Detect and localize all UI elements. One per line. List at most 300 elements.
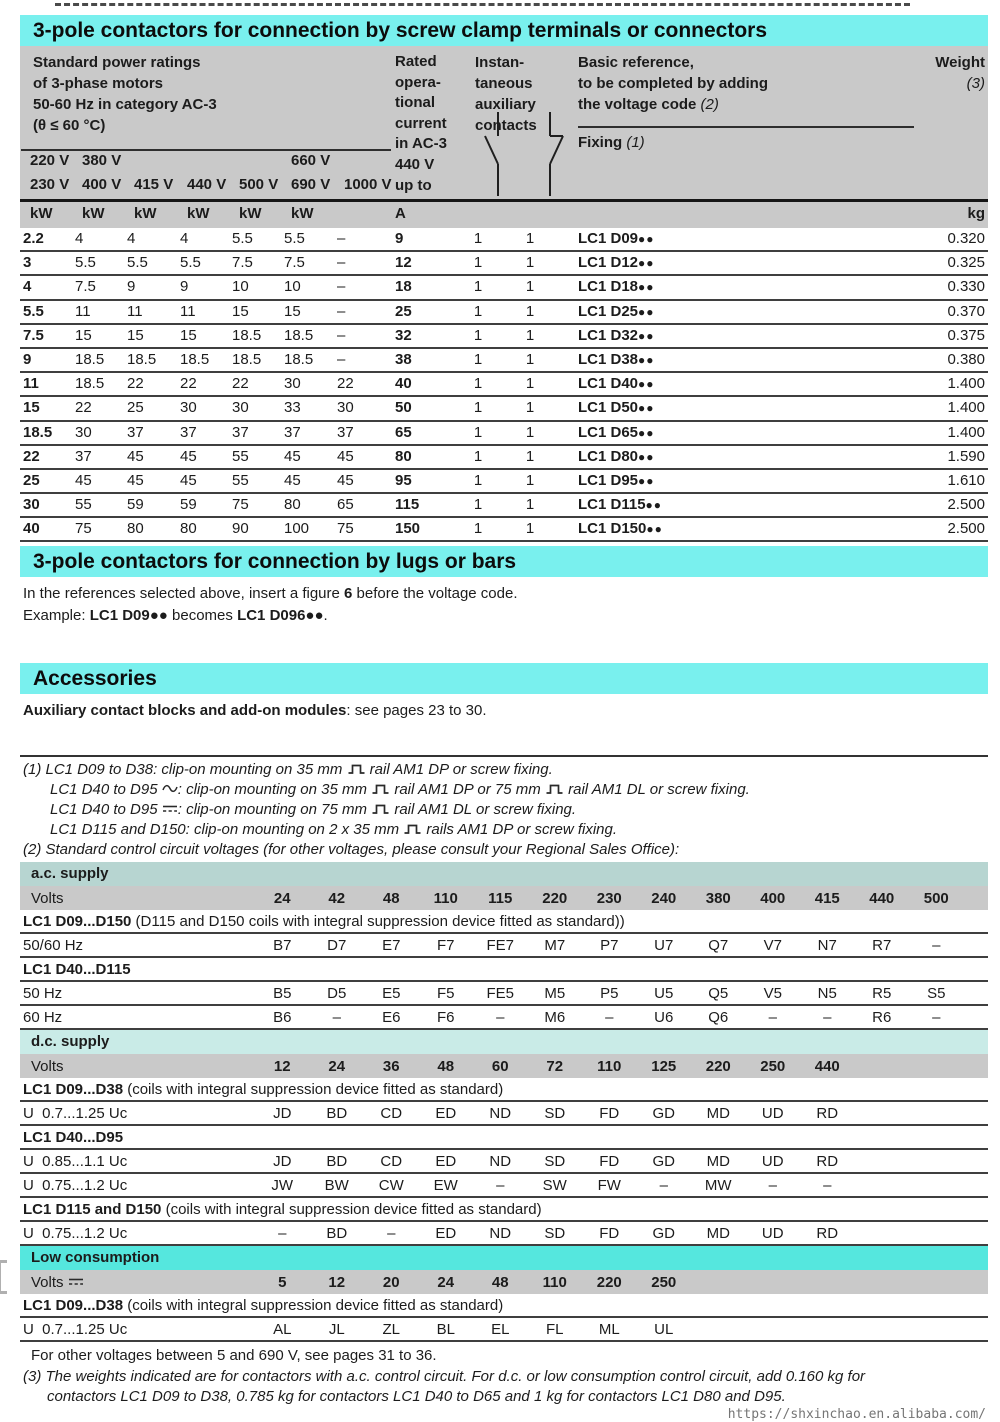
text: Example: — [23, 607, 90, 625]
kw-value: 22 — [127, 375, 144, 393]
volts-value: 48 — [382, 889, 400, 907]
basic-reference-line: to be completed by adding — [578, 75, 769, 92]
rated-current-value: 25 — [395, 302, 412, 320]
voltage-code: ED — [435, 1105, 457, 1123]
table-row — [20, 301, 988, 325]
voltage-code: JL — [328, 1321, 345, 1339]
volts-value: 24 — [273, 889, 291, 907]
kw-value: 45 — [127, 471, 144, 489]
voltage-code: – — [659, 1177, 668, 1195]
code-row-label: U 0.7...1.25 Uc — [23, 1321, 128, 1339]
kw-value: 11 — [23, 375, 39, 393]
voltage-code: AL — [273, 1321, 292, 1339]
range-header-row — [20, 958, 988, 982]
kw-value: 10 — [284, 278, 301, 296]
voltage-code: Q5 — [708, 985, 729, 1003]
range-header-row — [20, 1294, 988, 1318]
volts-value: 440 — [869, 889, 895, 907]
units-row — [20, 205, 988, 222]
kw-value: 55 — [232, 447, 249, 465]
voltage-code: – — [823, 1009, 832, 1027]
volts-row — [20, 1270, 988, 1294]
kw-value: 37 — [75, 447, 92, 465]
text-line: current — [395, 114, 447, 132]
volts-label: Volts — [31, 1057, 64, 1075]
range-name: LC1 D09...D150 — [23, 913, 132, 931]
table-row — [20, 276, 988, 300]
kw-value: 75 — [337, 520, 354, 538]
volts-value: 250 — [651, 1273, 677, 1291]
weight-value: 0.320 — [947, 230, 985, 247]
kw-value: 22 — [232, 375, 249, 393]
basic-reference-line: Basic reference, — [578, 54, 694, 71]
aux-nc-count: 1 — [525, 375, 535, 393]
symbol — [162, 801, 178, 818]
voltage-code: M6 — [544, 1009, 566, 1027]
voltage-code-dots: ●● — [638, 425, 655, 440]
range-header-row — [20, 1078, 988, 1102]
voltage-code: SW — [542, 1177, 567, 1195]
table-row — [20, 397, 988, 421]
text: (2) Standard control circuit voltages (for other voltages, please consult your Regional Sales Office): — [23, 841, 680, 859]
kw-value: 15 — [180, 326, 197, 344]
volts-row — [20, 886, 988, 910]
symbol — [68, 1274, 84, 1291]
volts-value: 24 — [437, 1273, 455, 1291]
volts-value: 415 — [814, 889, 840, 907]
voltage-code-dots: ●● — [638, 377, 655, 392]
reference-text: LC1 D115 — [578, 496, 646, 514]
kw-value: 15 — [23, 399, 40, 417]
text-line: Standard power ratings — [33, 54, 201, 71]
footnote-line — [23, 760, 988, 780]
voltage-code: V7 — [763, 937, 782, 955]
kw-value: 80 — [180, 520, 197, 538]
voltage-label: 660 V — [291, 152, 331, 169]
reference-text: LC1 D09 — [578, 230, 639, 247]
volts-value: 20 — [382, 1273, 400, 1291]
spacer — [556, 301, 578, 324]
text: (1) LC1 D09 to D38: clip-on mounting on 35 mm — [23, 761, 347, 779]
aux-no-count: 1 — [473, 496, 483, 514]
volts-label: Volts — [31, 889, 64, 907]
text-line: (3) The weights indicated are for contactors with a.c. control circuit. For d.c. or low consumption control circuit, add 0.160 kg for — [23, 1368, 866, 1386]
footnote-line — [23, 800, 988, 820]
voltage-code: MD — [706, 1153, 730, 1171]
other-voltages-note: For other voltages between 5 and 690 V, see pages 31 to 36. — [31, 1347, 437, 1365]
text: : see pages 23 to 30. — [346, 702, 487, 720]
din-rail-icon — [545, 783, 564, 795]
lugs-instruction-line — [23, 583, 988, 605]
rated-current-value: 95 — [395, 471, 412, 489]
kw-value: 30 — [23, 496, 40, 514]
basic-reference-header — [578, 52, 768, 115]
section-title: 3-pole contactors for connection by screw clamp terminals or connectors — [33, 19, 768, 42]
kw-value: 10 — [232, 278, 249, 296]
voltage-code: ZL — [382, 1321, 400, 1339]
rated-current-header — [395, 52, 447, 196]
supply-band-dc — [20, 1030, 988, 1054]
spacer — [556, 494, 578, 517]
table-row — [20, 252, 988, 276]
kw-value: 22 — [337, 375, 354, 393]
weight-value: 1.400 — [947, 399, 985, 417]
reference-text: LC1 D95 — [578, 471, 639, 489]
text: In the references selected above, insert a figure — [23, 585, 345, 603]
rated-current-value: 9 — [395, 230, 404, 247]
rated-current-value: 12 — [395, 254, 412, 272]
voltage-code: ND — [489, 1153, 512, 1171]
dc-supply-icon — [162, 803, 178, 814]
voltage-code: SD — [544, 1105, 566, 1123]
voltage-code: F5 — [436, 985, 455, 1003]
kw-value: 4 — [23, 278, 32, 296]
volts-value: 5 — [278, 1273, 287, 1291]
aux-nc-count: 1 — [525, 399, 535, 417]
aux-no-count: 1 — [473, 375, 483, 393]
kw-value: 18.5 — [232, 350, 262, 368]
watermark-url: https://shxinchao.en.alibaba.com/ — [727, 1407, 986, 1422]
volts-value: 48 — [437, 1057, 455, 1075]
spacer — [556, 373, 578, 396]
text-line: of 3-phase motors — [33, 75, 164, 92]
basic-reference-line — [578, 94, 768, 115]
voltage-label: 440 V — [187, 176, 227, 193]
text-line: auxiliary — [475, 96, 536, 113]
volts-value: 110 — [597, 1057, 622, 1075]
volts-value: 220 — [705, 1057, 731, 1075]
kw-value: 4 — [75, 230, 84, 247]
kw-value: 22 — [75, 399, 92, 417]
kw-value: 25 — [127, 399, 144, 417]
din-rail-icon — [347, 763, 366, 775]
range-note: (coils with integral suppression device fitted as standard) — [123, 1081, 504, 1099]
weight-label: Weight — [935, 54, 985, 71]
weight-value: 0.330 — [947, 278, 985, 296]
kw-value: 75 — [232, 496, 249, 514]
text-line: 50-60 Hz in category AC-3 — [33, 96, 217, 113]
kw-value: 4 — [180, 230, 189, 247]
text-line: opera- — [395, 73, 441, 91]
kw-value: 5.5 — [127, 254, 148, 272]
kw-value: 7.5 — [284, 254, 305, 272]
voltage-code: MD — [706, 1225, 730, 1243]
aux-no-count: 1 — [473, 520, 483, 538]
table-row — [20, 494, 988, 518]
kw-value: 37 — [337, 423, 354, 441]
voltage-code: JW — [271, 1177, 294, 1195]
kw-value: 30 — [337, 399, 354, 417]
rated-current-value: 115 — [395, 496, 420, 514]
voltage-code: R7 — [872, 937, 892, 955]
kw-value: 45 — [75, 471, 92, 489]
kw-value: 59 — [127, 496, 144, 514]
volts-value: 110 — [433, 889, 458, 907]
voltage-code: BD — [326, 1153, 348, 1171]
unit-ampere: A — [395, 205, 406, 222]
kw-value: 9 — [180, 278, 189, 296]
kw-value: 18.5 — [284, 326, 314, 344]
text: before the voltage code. — [352, 585, 518, 603]
voltage-code: UD — [761, 1105, 784, 1123]
table-row — [20, 325, 988, 349]
voltage-code: BD — [326, 1105, 348, 1123]
table-row — [20, 373, 988, 397]
reference-code — [578, 276, 878, 299]
rated-current-value: 40 — [395, 375, 412, 393]
voltage-code: UD — [761, 1225, 784, 1243]
voltage-code-dots: ●● — [638, 256, 655, 271]
table-row — [20, 349, 988, 373]
voltage-label: 400 V — [82, 176, 122, 193]
kw-value: 11 — [180, 302, 196, 320]
voltage-code: – — [387, 1225, 396, 1243]
code-row — [20, 1006, 988, 1030]
bold-text: 6 — [344, 585, 353, 603]
range-name: LC1 D40...D115 — [23, 961, 131, 979]
volts-label: Volts — [23, 1271, 255, 1294]
voltage-code: B5 — [273, 985, 292, 1003]
page-content — [20, 15, 988, 1422]
kw-value: 75 — [75, 520, 92, 538]
text: rail AM1 DL or screw fixing. — [563, 781, 750, 799]
aux-no-count: 1 — [473, 399, 483, 417]
rated-current-value: 50 — [395, 399, 412, 417]
voltage-code: RD — [816, 1225, 839, 1243]
voltage-code-dots: ●● — [638, 280, 655, 295]
text: becomes — [167, 607, 238, 625]
kw-value: 11 — [127, 302, 143, 320]
voltage-code: R6 — [872, 1009, 892, 1027]
voltage-label: 1000 V — [344, 176, 392, 193]
volts-value: 36 — [382, 1057, 400, 1075]
volts-value: 115 — [488, 889, 513, 907]
ratings-table-body — [20, 228, 988, 542]
text-line: contactors LC1 D09 to D38, 0.785 kg for contactors LC1 D40 to D65 and 1 kg for contactors LC1 D80 and D95. — [47, 1388, 786, 1406]
voltage-code: Q7 — [708, 937, 729, 955]
text: . — [323, 607, 328, 625]
bold-text: Auxiliary contact blocks and add-on modules — [23, 702, 347, 720]
kw-value: 15 — [284, 302, 301, 320]
voltage-code: GD — [652, 1153, 675, 1171]
aux-nc-count: 1 — [525, 350, 535, 368]
voltage-label: 220 V — [30, 152, 70, 169]
symbol — [545, 781, 564, 798]
aux-no-count: 1 — [473, 350, 483, 368]
text: LC1 D115 and D150: clip-on mounting on 2 x 35 mm — [50, 821, 404, 839]
kw-value: 18.5 — [127, 350, 157, 368]
text-line: 440 V — [395, 155, 435, 173]
kw-value: 45 — [180, 471, 197, 489]
voltage-code: F6 — [436, 1009, 455, 1027]
reference-text: LC1 D65 — [578, 423, 639, 441]
footnote-line — [23, 820, 988, 840]
range-name: LC1 D115 and D150 — [23, 1201, 162, 1219]
table-row — [20, 446, 988, 470]
symbol — [162, 781, 178, 798]
code-row-label: 60 Hz — [23, 1009, 63, 1027]
spacer — [556, 397, 578, 420]
kw-value: 7.5 — [23, 326, 44, 344]
volts-value: 500 — [923, 889, 949, 907]
footnote-3-block — [23, 1367, 988, 1407]
voltage-code: V5 — [763, 985, 782, 1003]
weight-value: 2.500 — [947, 520, 985, 538]
kw-value: 80 — [284, 496, 301, 514]
code-row — [20, 1318, 988, 1342]
supply-band-ac — [20, 862, 988, 886]
voltage-label — [127, 152, 180, 169]
voltage-code: D7 — [327, 937, 347, 955]
voltage-code-tables — [20, 862, 988, 1342]
code-row — [20, 1222, 988, 1246]
kw-value: 18.5 — [23, 423, 53, 441]
aux-no-count: 1 — [473, 423, 483, 441]
kw-value: 7.5 — [75, 278, 96, 296]
voltage-code: ML — [598, 1321, 620, 1339]
section-title: 3-pole contactors for connection by lugs or bars — [33, 550, 517, 574]
range-note: (coils with integral suppression device fitted as standard) — [161, 1201, 542, 1219]
volts-value: 24 — [328, 1057, 346, 1075]
voltage-label: 690 V — [291, 176, 331, 193]
kw-value: 45 — [284, 447, 301, 465]
voltage-code: S5 — [927, 985, 946, 1003]
kw-value: 5.5 — [75, 254, 96, 272]
footnotes-divider — [20, 755, 988, 757]
kw-value: 3 — [23, 254, 32, 272]
voltage-code: B7 — [273, 937, 292, 955]
footnote-ref-1: (1) — [626, 134, 645, 151]
aux-nc-count: 1 — [525, 471, 535, 489]
reference-text: LC1 D32 — [578, 326, 639, 344]
volts-value: 440 — [814, 1057, 840, 1075]
text-line: taneous — [475, 75, 533, 92]
voltage-row-1 — [20, 152, 988, 169]
voltage-code: FE5 — [486, 985, 514, 1003]
band-label: Low consumption — [31, 1249, 160, 1267]
voltage-header-rule — [21, 149, 391, 151]
text: rail AM1 DL or screw fixing. — [390, 801, 577, 819]
bold-text: LC1 D096●● — [237, 607, 324, 625]
reference-code — [578, 373, 878, 396]
kw-value: 30 — [232, 399, 249, 417]
spacer — [556, 470, 578, 493]
code-row-label: 50 Hz — [23, 985, 63, 1003]
voltage-code: – — [768, 1009, 777, 1027]
footnotes-block — [23, 760, 988, 860]
volts-value: 250 — [760, 1057, 786, 1075]
band-label: a.c. supply — [31, 865, 109, 883]
weight-value: 0.380 — [947, 350, 985, 368]
basic-reference-text: the voltage code — [578, 96, 697, 113]
voltage-code-dots: ●● — [645, 498, 663, 513]
reference-code — [578, 446, 878, 469]
text: rail AM1 DP or screw fixing. — [365, 761, 553, 779]
symbol — [371, 781, 390, 798]
weight-value: 0.370 — [947, 302, 985, 320]
voltage-code: – — [496, 1177, 505, 1195]
voltage-code: – — [823, 1177, 832, 1195]
symbol — [371, 801, 390, 818]
text: rails AM1 DP or screw fixing. — [422, 821, 618, 839]
voltage-code: D5 — [327, 985, 347, 1003]
unit-kw: kW — [82, 205, 105, 222]
voltage-code-dots: ●● — [638, 232, 655, 246]
rated-current-value: 150 — [395, 520, 421, 538]
din-rail-icon — [371, 783, 390, 795]
text-line: tional — [395, 94, 435, 112]
section-banner-accessories — [20, 663, 988, 694]
voltage-code: R5 — [872, 985, 892, 1003]
voltage-code: EW — [433, 1177, 458, 1195]
voltage-code: – — [496, 1009, 505, 1027]
weight-value: 2.500 — [947, 496, 985, 514]
symbol — [403, 821, 422, 838]
spacer — [452, 205, 504, 222]
voltage-code-dots: ●● — [638, 328, 655, 343]
band-label: d.c. supply — [31, 1033, 110, 1051]
kw-value: 45 — [284, 471, 301, 489]
reference-code — [578, 494, 878, 517]
voltage-label: 380 V — [82, 152, 122, 169]
voltage-code-dots: ●● — [638, 352, 655, 367]
code-row — [20, 982, 988, 1006]
kw-value: 11 — [75, 302, 91, 320]
aux-no-count: 1 — [473, 447, 483, 465]
voltage-code: JD — [273, 1153, 292, 1171]
spacer — [556, 518, 578, 541]
table-row — [20, 422, 988, 446]
section-title: Accessories — [33, 667, 157, 691]
reference-code — [578, 252, 878, 275]
unit-kw: kW — [291, 205, 314, 222]
bold-text: LC1 D09●● — [89, 607, 168, 625]
kw-value: 18.5 — [284, 350, 314, 368]
voltage-code: N5 — [817, 985, 837, 1003]
voltage-code: – — [768, 1177, 777, 1195]
weight-value: 0.375 — [947, 326, 985, 344]
section-banner-lugs-bars — [20, 546, 988, 577]
supply-band-low — [20, 1246, 988, 1270]
code-row — [20, 1102, 988, 1126]
voltage-label: 415 V — [134, 176, 174, 193]
section-banner-screw-clamp — [20, 15, 988, 46]
kw-value: 18.5 — [232, 326, 262, 344]
voltage-code: – — [605, 1009, 614, 1027]
voltage-label — [337, 152, 395, 169]
spacer — [556, 349, 578, 372]
voltage-label: 230 V — [30, 176, 70, 193]
volts-value: 220 — [542, 889, 568, 907]
kw-value: 55 — [75, 496, 92, 514]
reference-text: LC1 D80 — [578, 447, 639, 465]
voltage-code: EL — [491, 1321, 510, 1339]
spacer — [578, 205, 878, 222]
footnote-ref-2: (2) — [700, 96, 719, 113]
volts-value: 42 — [328, 889, 346, 907]
rated-current-value: 80 — [395, 447, 412, 465]
kw-value: 55 — [232, 471, 249, 489]
voltage-code: FW — [597, 1177, 621, 1195]
volts-value: 48 — [491, 1273, 509, 1291]
kw-value: – — [337, 302, 346, 320]
kw-value: 18.5 — [75, 375, 105, 393]
dc-supply-icon — [68, 1276, 84, 1287]
kw-value: 33 — [284, 399, 301, 417]
text-line: up to — [395, 176, 432, 194]
aux-nc-count: 1 — [525, 496, 535, 514]
voltage-code: F7 — [436, 937, 455, 955]
